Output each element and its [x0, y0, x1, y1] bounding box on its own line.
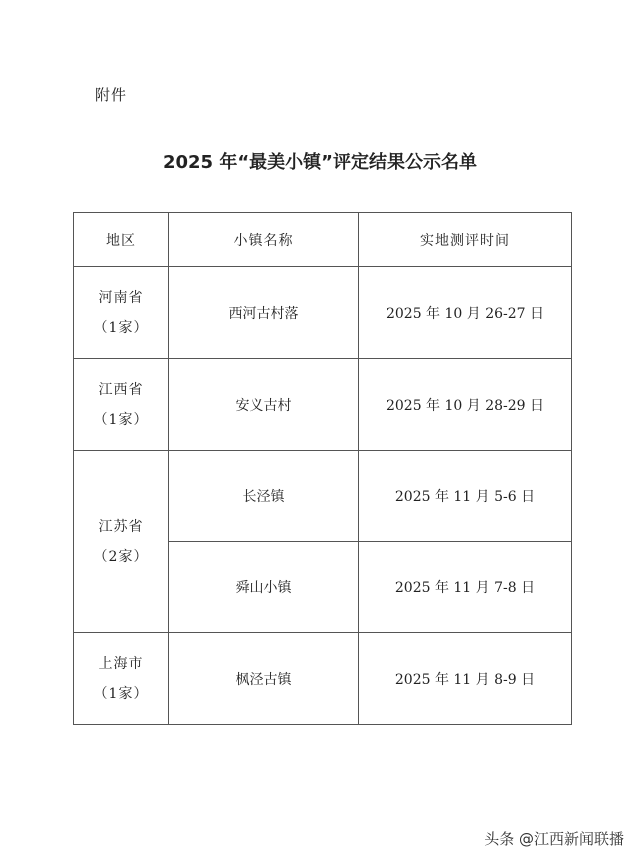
- region-cell: [74, 267, 169, 359]
- table-row: [74, 267, 572, 359]
- region-count: （2家）: [93, 548, 149, 565]
- evaluation-date: 2025 年 10 月 26-27 日: [359, 267, 572, 359]
- region-cell: [74, 359, 169, 451]
- header-town-name: 小镇名称: [169, 213, 359, 267]
- region-name: 江西省: [98, 381, 144, 398]
- region-count: （1家）: [93, 685, 149, 702]
- region-cell: [74, 451, 169, 633]
- header-evaluation-time: 实地测评时间: [359, 213, 572, 267]
- town-name: 西河古村落: [169, 267, 359, 359]
- town-name: 枫泾古镇: [169, 633, 359, 725]
- evaluation-date: 2025 年 10 月 28-29 日: [359, 359, 572, 451]
- document-title: 2025 年“最美小镇”评定结果公示名单: [162, 152, 478, 173]
- watermark: 头条 @江西新闻联播: [484, 830, 624, 848]
- header-region: 地区: [74, 213, 169, 267]
- table-header-row: [74, 213, 572, 267]
- table-row: [74, 359, 572, 451]
- region-count: （1家）: [93, 319, 149, 336]
- region-name: 上海市: [98, 655, 144, 672]
- region-name: 河南省: [98, 289, 144, 306]
- town-name: 舜山小镇: [169, 542, 359, 633]
- evaluation-date: 2025 年 11 月 5-6 日: [359, 451, 572, 542]
- results-table: [73, 212, 572, 725]
- region-count: （1家）: [93, 411, 149, 428]
- evaluation-date: 2025 年 11 月 7-8 日: [359, 542, 572, 633]
- region-name: 江苏省: [98, 518, 144, 535]
- table-row: [74, 633, 572, 725]
- region-cell: [74, 633, 169, 725]
- attachment-label: 附件: [95, 86, 128, 104]
- table-row: [74, 451, 572, 542]
- town-name: 安义古村: [169, 359, 359, 451]
- town-name: 长泾镇: [169, 451, 359, 542]
- evaluation-date: 2025 年 11 月 8-9 日: [359, 633, 572, 725]
